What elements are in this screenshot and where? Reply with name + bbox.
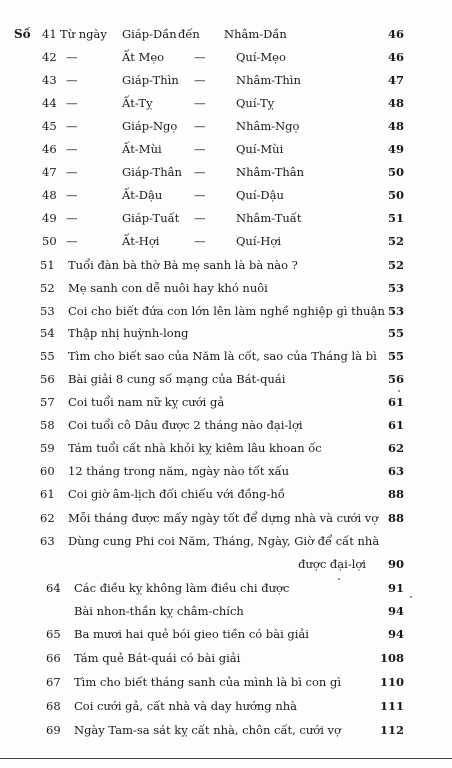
topic-title: Mỗi tháng được mấy ngày tốt để dựng nhà và cưới vợ [68, 511, 379, 525]
separator: — [194, 96, 206, 110]
topic-row [0, 696, 452, 716]
topic-row [0, 461, 452, 481]
topic-title: Tìm cho biết tháng sanh của mình là bì con gì [74, 675, 342, 689]
row-prefix: — [66, 165, 78, 179]
page-number: 63 [387, 464, 404, 478]
topic-title: Coi tuổi nam nữ kỵ cưới gả [68, 395, 225, 409]
page-number: 110 [379, 675, 404, 689]
topic-title: Bài giải 8 cung số mạng của Bát-quái [68, 372, 286, 386]
row-number: 54 [40, 326, 55, 340]
topic-title: Coi tuổi cô Dâu được 2 tháng nào đại-lợi [68, 418, 303, 432]
row-number: 53 [40, 304, 55, 318]
topic-row [0, 601, 452, 621]
row-prefix: — [66, 96, 78, 110]
topic-row [0, 624, 452, 644]
topic-title: Coi cho biết đứa con lớn lên làm nghề nghiệp gì thuận [68, 304, 385, 318]
print-speck [410, 596, 412, 598]
row-number: 45 [42, 119, 57, 133]
row-prefix: — [66, 188, 78, 202]
row-prefix: — [66, 211, 78, 225]
row-prefix: — [66, 50, 78, 64]
row-number: 63 [40, 534, 55, 548]
date-row [0, 185, 452, 205]
topic-title: Ngày Tam-sa sát kỵ cất nhà, chôn cất, cưới vợ [74, 723, 341, 737]
page-number: 56 [387, 372, 404, 386]
from-name: Ất-Hợi [122, 234, 160, 248]
row-number: 62 [40, 511, 55, 525]
page-number: 50 [387, 188, 404, 202]
page-number: 52 [387, 258, 404, 272]
topic-row [0, 720, 452, 740]
topic-row [0, 484, 452, 504]
print-speck [398, 390, 400, 392]
topic-row [0, 438, 452, 458]
row-number: 51 [40, 258, 55, 272]
page-number: 50 [387, 165, 404, 179]
from-name: Ất Mẹo [122, 50, 165, 64]
row-number: 44 [42, 96, 57, 110]
row-number: 47 [42, 165, 57, 179]
topic-row [0, 415, 452, 435]
date-row [0, 208, 452, 228]
row-number: 57 [40, 395, 55, 409]
to-name: Nhâm-Thân [236, 165, 305, 179]
from-name: Ất-Dậu [122, 188, 163, 202]
separator: — [194, 142, 206, 156]
page-number: 48 [387, 119, 404, 133]
row-number: 67 [46, 675, 61, 689]
to-name: Quí-Dậu [236, 188, 284, 202]
separator: đến [178, 27, 200, 41]
page-number: 47 [387, 73, 404, 87]
date-row [0, 70, 452, 90]
row-number: 59 [40, 441, 55, 455]
row-number: 41 [42, 27, 57, 41]
topic-row [0, 346, 452, 366]
topic-title: Tám tuổi cất nhà khỏi kỵ kiêm lâu khoan ốc [68, 441, 322, 455]
date-row [0, 47, 452, 67]
row-prefix: — [66, 73, 78, 87]
date-row [0, 116, 452, 136]
topic-row [0, 392, 452, 412]
to-name: Nhâm-Ngọ [236, 119, 300, 133]
separator: — [194, 211, 206, 225]
separator: — [194, 119, 206, 133]
page-number: 111 [379, 699, 404, 713]
row-number: 65 [46, 627, 61, 641]
from-name: Giáp-Thân [122, 165, 182, 179]
row-number: 50 [42, 234, 57, 248]
separator: — [194, 188, 206, 202]
from-name: Giáp-Ngọ [122, 119, 178, 133]
date-row [0, 93, 452, 113]
to-name: Nhâm-Thìn [236, 73, 301, 87]
page-number: 48 [387, 96, 404, 110]
page-number: 55 [387, 349, 404, 363]
topic-row [0, 278, 452, 298]
to-name: Nhâm-Dần [224, 27, 287, 41]
topic-title: Tuổi đàn bà thờ Bà mẹ sanh là bà nào ? [68, 258, 298, 272]
row-number: 69 [46, 723, 61, 737]
page-number: 112 [379, 723, 404, 737]
row-number: 49 [42, 211, 57, 225]
topic-row [0, 508, 452, 528]
page-number: 94 [387, 604, 404, 618]
row-number: 52 [40, 281, 55, 295]
row-number: 46 [42, 142, 57, 156]
page-number: 88 [387, 487, 404, 501]
topic-title: Mẹ sanh con dễ nuôi hay khó nuôi [68, 281, 268, 295]
separator: — [194, 73, 206, 87]
page-number: 49 [387, 142, 404, 156]
page-number: 88 [387, 511, 404, 525]
topic-title: 12 tháng trong năm, ngày nào tốt xấu [68, 464, 290, 478]
row-number: 61 [40, 487, 55, 501]
topic-title: Tìm cho biết sao của Năm là cốt, sao của Tháng là bì [68, 349, 377, 363]
row-number: 48 [42, 188, 57, 202]
page-number: 62 [387, 441, 404, 455]
row-number: 66 [46, 651, 61, 665]
page-number: 53 [387, 304, 404, 318]
to-name: Quí-Hợi [236, 234, 282, 248]
date-row [0, 24, 452, 44]
page-number: 61 [387, 395, 404, 409]
topic-row [0, 554, 452, 574]
topic-title: Bài nhon-thần kỵ châm-chích [74, 604, 244, 618]
topic-row [0, 578, 452, 598]
date-row [0, 139, 452, 159]
row-prefix: — [66, 142, 78, 156]
page-number: 51 [387, 211, 404, 225]
row-prefix: — [66, 234, 78, 248]
topic-row [0, 301, 452, 321]
row-number: 43 [42, 73, 57, 87]
so-label: Số [14, 27, 31, 41]
topic-title: Thập nhị huỳnh-long [68, 326, 189, 340]
row-number: 68 [46, 699, 61, 713]
print-speck [338, 578, 340, 580]
row-number: 58 [40, 418, 55, 432]
row-number: 56 [40, 372, 55, 386]
topic-title: Coi cưới gả, cất nhà và day hướng nhà [74, 699, 297, 713]
separator: — [194, 165, 206, 179]
separator: — [194, 234, 206, 248]
page-number: 90 [387, 557, 404, 571]
separator: — [194, 50, 206, 64]
row-prefix: Từ ngày [60, 27, 107, 41]
to-name: Nhâm-Tuất [236, 211, 302, 225]
topic-title: được đại-lợi [298, 557, 366, 571]
page-number: 55 [387, 326, 404, 340]
topic-title: Tám quẻ Bát-quái có bài giải [74, 651, 241, 665]
topic-title: Dùng cung Phi coi Năm, Tháng, Ngày, Giờ để cất nhà [68, 534, 380, 548]
row-number: 64 [46, 581, 61, 595]
from-name: Ất-Mùi [122, 142, 162, 156]
from-name: Ất-Tỵ [122, 96, 153, 110]
bottom-rule [0, 758, 452, 759]
topic-row [0, 255, 452, 275]
row-number: 55 [40, 349, 55, 363]
from-name: Giáp-Thìn [122, 73, 179, 87]
date-row [0, 231, 452, 251]
topic-row [0, 369, 452, 389]
page-number: 53 [387, 281, 404, 295]
date-row [0, 162, 452, 182]
page-number: 46 [387, 50, 404, 64]
page-number: 46 [387, 27, 404, 41]
topic-title: Các điều kỵ không làm điều chi được [74, 581, 290, 595]
row-number: 60 [40, 464, 55, 478]
topic-row [0, 531, 452, 551]
page-number: 91 [387, 581, 404, 595]
topic-row [0, 648, 452, 668]
to-name: Quí-Tỵ [236, 96, 275, 110]
topic-row [0, 323, 452, 343]
page-number: 61 [387, 418, 404, 432]
page-number: 94 [387, 627, 404, 641]
row-number: 42 [42, 50, 57, 64]
page-number: 52 [387, 234, 404, 248]
row-prefix: — [66, 119, 78, 133]
topic-title: Coi giờ âm-lịch đối chiếu với đồng-hồ [68, 487, 285, 501]
topic-row [0, 672, 452, 692]
to-name: Quí-Mẹo [236, 50, 286, 64]
from-name: Giáp-Tuất [122, 211, 180, 225]
to-name: Quí-Mùi [236, 142, 284, 156]
from-name: Giáp-Dần [122, 27, 177, 41]
topic-title: Ba mươi hai quẻ bói gieo tiền có bài giải [74, 627, 309, 641]
page-number: 108 [379, 651, 404, 665]
